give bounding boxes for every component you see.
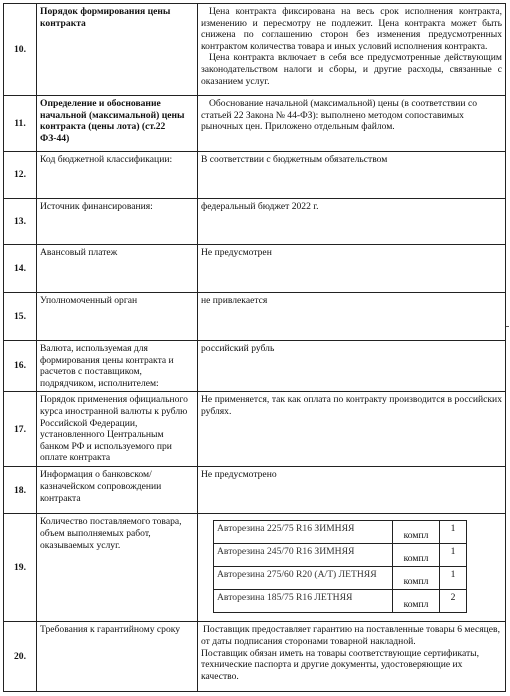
- value-paragraph: Обоснование начальной (максимальной) цены (в соответствии со статьей 22 Закона № 44-ФЗ): выполнено методом сопоставимых рыночных цен. Приложено отдельным файлом.: [201, 98, 478, 133]
- row-label: Требования к гарантийному сроку: [37, 622, 198, 692]
- table-row: [4, 199, 506, 245]
- goods-unit: компл: [393, 567, 440, 590]
- row-number: 14.: [4, 245, 37, 293]
- value-paragraph: Поставщик обязан иметь на товары соответствующие сертификаты, технические паспорта и другие документы, удостоверяющие их качество.: [201, 647, 480, 682]
- row-number: 19.: [4, 514, 37, 622]
- row-number: 10.: [4, 4, 37, 96]
- goods-qty: 1: [440, 521, 467, 544]
- row-label: Источник финансирования:: [37, 199, 198, 245]
- table-row: [4, 152, 506, 199]
- goods-unit: компл: [393, 521, 440, 544]
- row-number: 16.: [4, 341, 37, 392]
- row-label: Информация о банковском/казначейском сопровождении контракта: [37, 467, 198, 514]
- goods-row: [214, 521, 467, 544]
- requirements-table: [3, 3, 506, 692]
- table-row: [4, 293, 506, 341]
- value-paragraph: Поставщик предоставляет гарантию на поставленные товары 6 месяцев, от даты подписания сторонами товарной накладной.: [201, 624, 500, 647]
- row-number: 20.: [4, 622, 37, 692]
- row-value: [198, 4, 506, 96]
- goods-name: Авторезина 225/75 R16 ЗИМНЯЯ: [214, 521, 393, 544]
- row-value: [198, 514, 506, 622]
- row-number: 12.: [4, 152, 37, 199]
- row-label: Код бюджетной классификации:: [37, 152, 198, 199]
- goods-row: [214, 567, 467, 590]
- row-value: [198, 96, 506, 152]
- row-value: Не применяется, так как оплата по контракту производится в российских рублях.: [198, 392, 506, 467]
- goods-unit: компл: [393, 544, 440, 567]
- goods-row: [214, 544, 467, 567]
- row-number: 15.: [4, 293, 37, 341]
- row-value: российский рубль: [198, 341, 506, 392]
- row-value: [198, 622, 506, 692]
- goods-name: Авторезина 245/70 R16 ЗИМНЯЯ: [214, 544, 393, 567]
- table-row: [4, 341, 506, 392]
- goods-qty: 1: [440, 567, 467, 590]
- row-label: Порядок формирования цены контракта: [37, 4, 198, 96]
- row-value: Не предусмотрен: [198, 245, 506, 293]
- row-value: федеральный бюджет 2022 г.: [198, 199, 506, 245]
- row-label: Валюта, используемая для формирования цены контракта и расчетов с поставщиком, подрядчиком, исполнителем:: [37, 341, 198, 392]
- goods-name: Авторезина 275/60 R20 (А/Т) ЛЕТНЯЯ: [214, 567, 393, 590]
- row-value: В соответствии с бюджетным обязательством: [198, 152, 506, 199]
- goods-table: [213, 520, 467, 613]
- row-label: Авансовый платеж: [37, 245, 198, 293]
- table-row: [4, 622, 506, 692]
- goods-name: Авторезина 185/75 R16 ЛЕТНЯЯ: [214, 590, 393, 613]
- row-number: 13.: [4, 199, 37, 245]
- goods-row: [214, 590, 467, 613]
- row-label: Определение и обоснование начальной (максимальной) цены контракта (цены лота) (ст.22 ФЗ-44): [37, 96, 198, 152]
- table-row: [4, 96, 506, 152]
- row-number: 18.: [4, 467, 37, 514]
- row-label: Порядок применения официального курса иностранной валюты к рублю Российской Федерации, установленного Центральным банком РФ и используемого при оплате контракта: [37, 392, 198, 467]
- value-paragraph: Цена контракта включает в себя все предусмотренные действующим законодательством налоги и сборы, и другие расходы, связанные с оказанием услуг.: [201, 52, 502, 87]
- row-label: Количество поставляемого товара, объем выполняемых работ, оказываемых услуг.: [37, 514, 198, 622]
- table-row: [4, 392, 506, 467]
- row-value: Не предусмотрено: [198, 467, 506, 514]
- table-row: [4, 467, 506, 514]
- row-number: 17.: [4, 392, 37, 467]
- goods-unit: компл: [393, 590, 440, 613]
- table-row: [4, 245, 506, 293]
- row-number: 11.: [4, 96, 37, 152]
- goods-qty: 1: [440, 544, 467, 567]
- table-row: [4, 514, 506, 622]
- row-label: Уполномоченный орган: [37, 293, 198, 341]
- row-value: не привлекается: [198, 293, 506, 341]
- goods-qty: 2: [440, 590, 467, 613]
- margin-mark: [506, 326, 509, 327]
- value-paragraph: Цена контракта фиксирована на весь срок исполнения контракта, изменению и пересмотру не подлежит. Цена контракта может быть снижена по соглашению сторон без изменения предусмотренных контрактом количества товара и иных условий исполнения контракта.: [201, 6, 502, 52]
- table-row: [4, 4, 506, 96]
